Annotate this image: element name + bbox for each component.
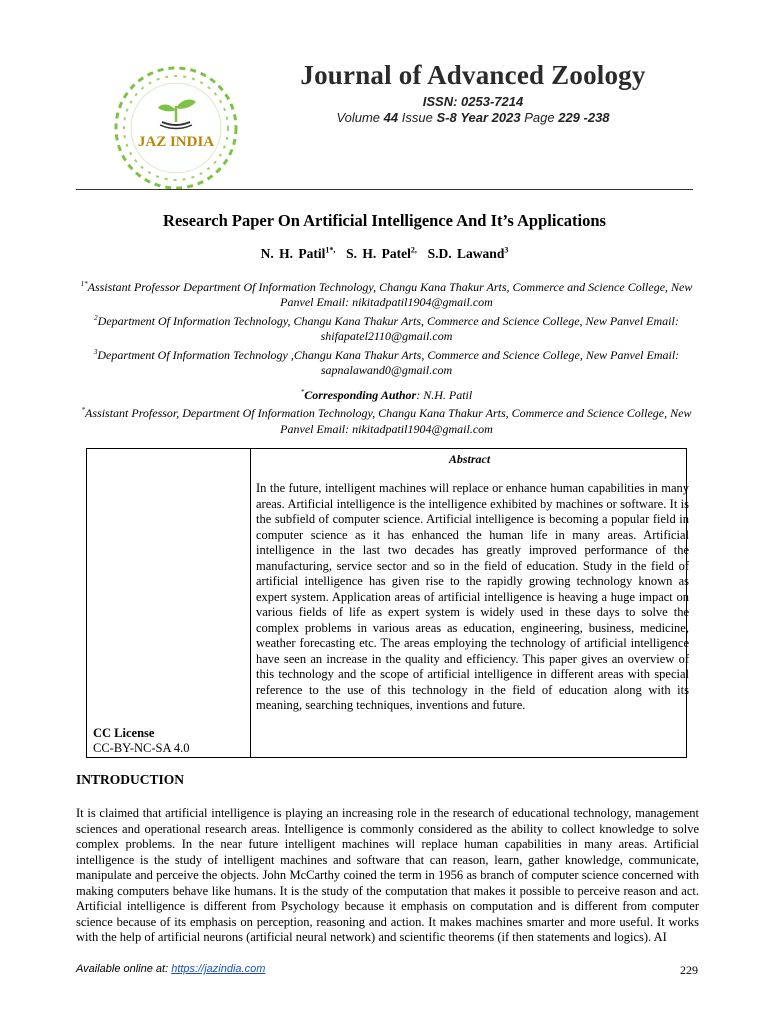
volume-number: 44 [383,110,399,125]
cc-license-title: CC License [93,725,155,740]
introduction-text: It is claimed that artificial intelligence is playing an increasing role in the research of educational technology, management sciences and operational research areas. Intelligence is commonly considered as the ability to collect knowledge to solve complex problems. In the near future intelligent machines will replace human capabilities in many areas. Artificial intelligence is the study of intelligent machines and software that can reason, learn, gather knowledge, communicate, manipulate and perceive the objects. John McCarthy coined the term in 1956 as branch of computer science concerned with making computers behave like humans. It is the study of the computation that makes it possible to perceive reason and act. Artificial intelligence is different from Psychology because it emphasis on computation and is different from computer science because of its emphasis on perception, reasoning and action. It makes machines smarter and more useful. It works with the help of artificial neurons (artificial neural network) and scientific theorems (if then statements and logics). AI [76,806,699,944]
paper-title: Research Paper On Artificial Intelligence And It’s Applications [163,211,606,230]
cc-license [93,726,248,757]
volume-line [250,110,696,125]
corresponding-detail: Assistant Professor, Department Of Information Technology, Changu Kana Thakur Arts, Commerce and Science College, New Panvel Email: nikitadpatil1904@gmail.com [85,406,692,436]
logo-text: JAZ INDIA [137,134,215,150]
issue-number: S-8 [436,110,457,125]
page-label: Page [524,110,555,125]
abstract-heading: Abstract [448,452,491,466]
header-divider [76,189,693,190]
introduction-heading: INTRODUCTION [76,772,185,787]
corresponding-name: : N.H. Patil [416,388,473,402]
page-number: 229 [680,963,698,977]
affiliation: $^2$Department Of Information Technology, Changu Kana Thakur Arts, Commerce and Science College, New Panvel Email: shifapatel2110@gmail.com [94,313,679,344]
author: N. H. Patil$^{1*,}$ [260,245,336,261]
author-list [76,245,693,262]
jaz-india-logo [110,62,242,194]
footer-availability [76,963,265,975]
corresponding-author: *Corresponding Author: N.H. Patil *Assistant Professor, Department Of Information Technology, Changu Kana Thakur Arts, Commerce and Science College, New Panvel Email: nikitadpatil1904@gmail.com [81,388,692,436]
year-number: 2023 [491,110,521,125]
affiliations [80,277,693,378]
journal-link[interactable]: https://jazindia.com [171,963,266,975]
issue-label: Issue [401,110,433,125]
volume-label: Volume [336,110,381,125]
affiliation: $^{1*}$Assistant Professor Department Of Information Technology, Changu Kana Thakur Arts, Commerce and Science College, New Panvel Email: nikitadpatil1904@gmail.com [80,280,693,310]
corresponding-label: Corresponding Author [304,388,417,402]
abstract-table [86,448,687,758]
footer-label: Available online at: [76,963,172,975]
table-divider [250,449,251,757]
author: S. H. Patel$^{2,}$ [346,245,417,261]
author: S.D. Lawand$^3$ [427,245,509,261]
page-range: 229 -238 [558,110,610,125]
issn: ISSN: 0253-7214 [422,94,524,109]
abstract-text: In the future, intelligent machines will replace or enhance human capabilities in many areas. Artificial intelligence is the intelligence exhibited by machines or software. It is the subfield of computer science. Artificial intelligence is becoming a popular field in computer science as it has enhanced the human life in many areas. Artificial intelligence in the last two decades has greatly improved performance of the manufacturing, service sector and so in the field of education. Study in the field of artificial intelligence has given rise to the rapidly growing technology known as expert system. Application areas of artificial intelligence is heaving a huge impact on various fields of life as expert system is widely used in these days to solve the complex problems in various areas as education, engineering, business, medicine, weather forecasting etc. The areas employing the technology of artificial intelligence have seen an increase in the quality and efficiency. This paper gives an overview of this technology and the scope of artificial intelligence in different areas with special reference to the use of this technology in the field of education along with its meaning, searching techniques, inventions and future. [256,481,689,712]
affiliation: $^3$Department Of Information Technology ,Changu Kana Thakur Arts, Commerce and Science College, New Panvel Email: sapnalawand0@gmail.com [93,347,680,378]
journal-title: Journal of Advanced Zoology [300,60,646,90]
cc-license-value: CC-BY-NC-SA 4.0 [93,741,190,756]
year-label: Year [460,110,489,125]
